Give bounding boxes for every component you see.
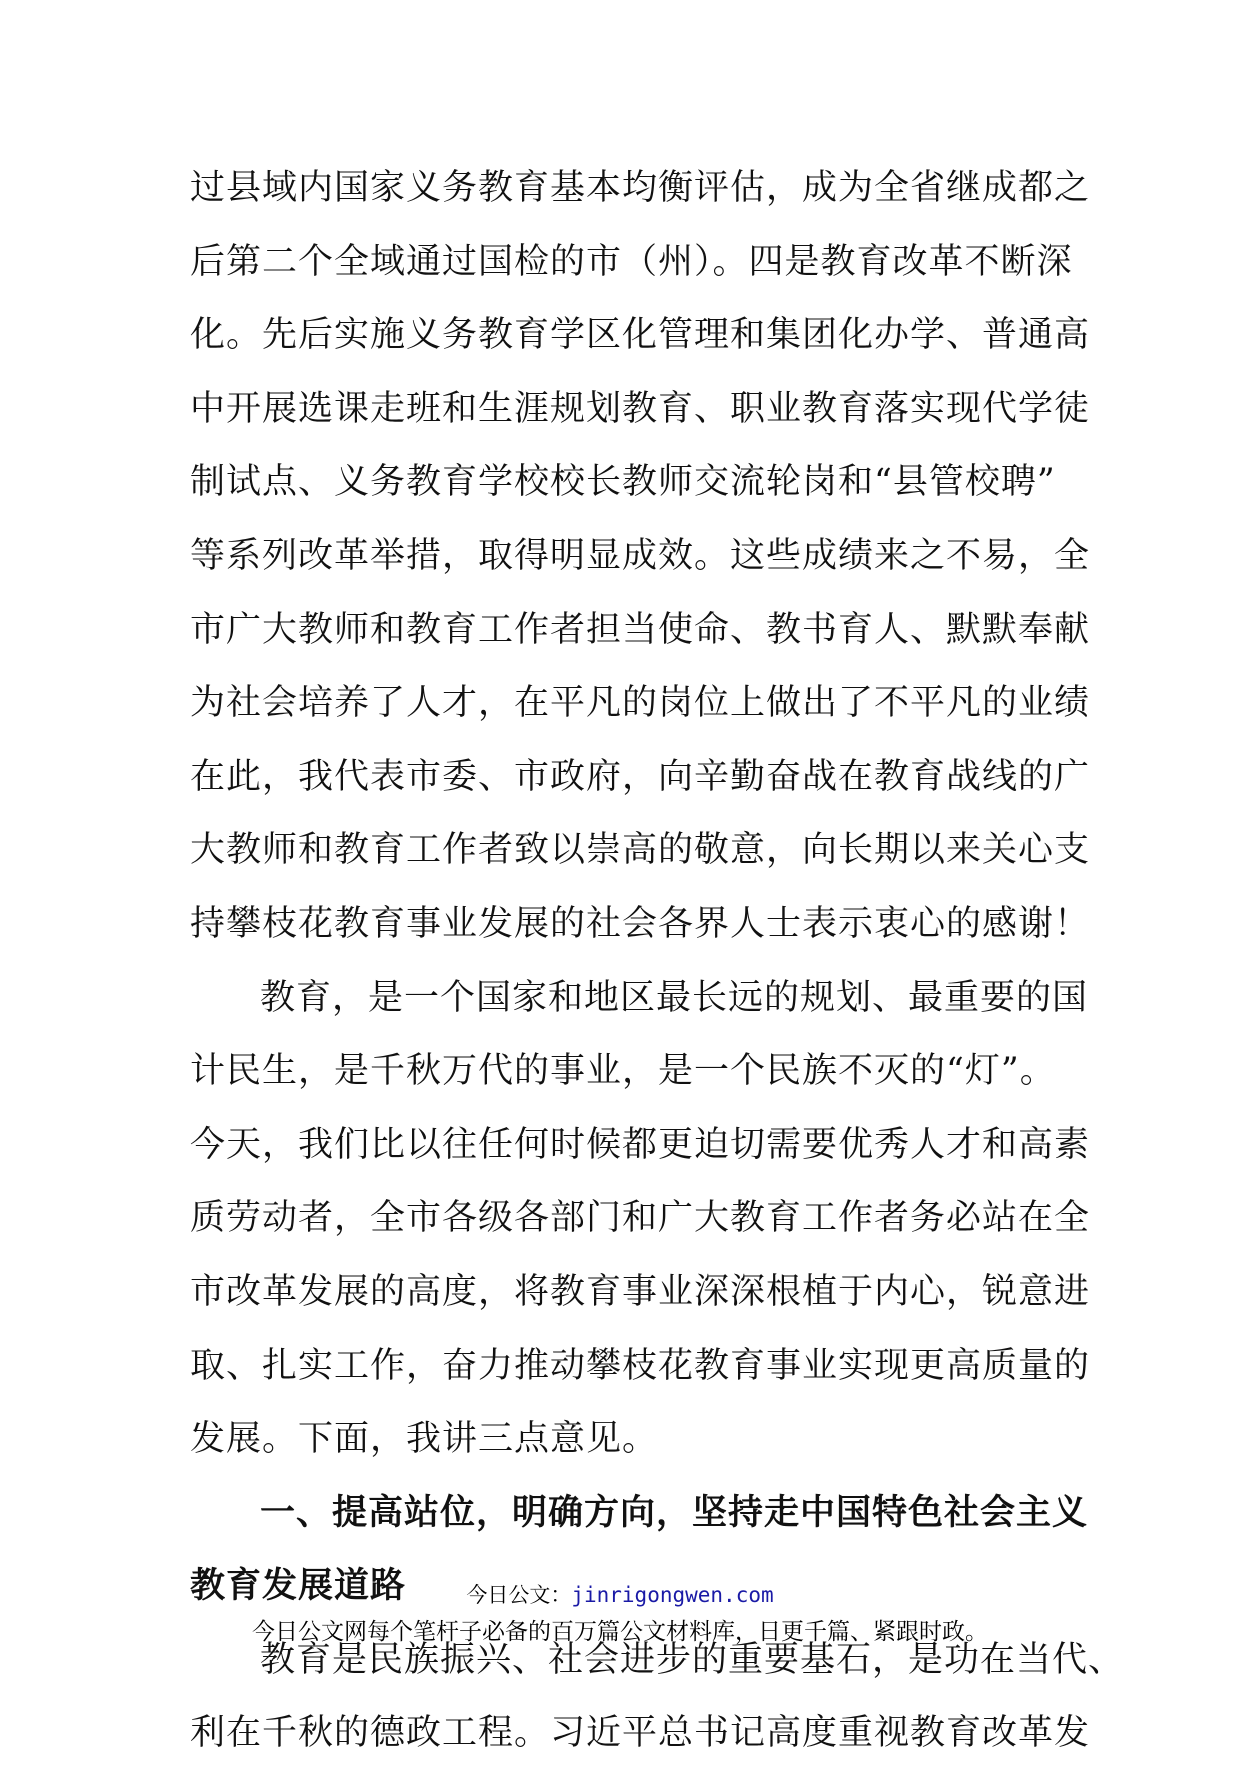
footer-site-label: 今日公文： bbox=[466, 1583, 572, 1607]
text-line: 取、扎实工作，奋力推动攀枝花教育事业实现更高质量的 bbox=[190, 1345, 1091, 1386]
text-line: 过县域内国家义务教育基本均衡评估，成为全省继成都之 bbox=[190, 168, 1091, 208]
text-line: 在此，我代表市委、市政府，向辛勤奋战在教育战线的广 bbox=[190, 756, 1091, 797]
footer-site-link[interactable]: jinrigongwen.com bbox=[571, 1583, 774, 1607]
text-line: 教育是民族振兴、社会进步的重要基石，是功在当代、 bbox=[260, 1639, 1125, 1680]
text-line: 等系列改革举措，取得明显成效。这些成绩来之不易，全 bbox=[190, 535, 1091, 576]
text-line: 中开展选课走班和生涯规划教育、职业教育落实现代学徒 bbox=[190, 388, 1091, 429]
text-line: 大教师和教育工作者致以崇高的敬意，向长期以来关心支 bbox=[190, 830, 1091, 871]
text-line: 制试点、义务教育学校校长教师交流轮岗和“县管校聘” bbox=[190, 462, 1056, 503]
text-line: 市广大教师和教育工作者担当使命、教书育人、默默奉献 bbox=[190, 609, 1091, 650]
text-line: 计民生，是千秋万代的事业，是一个民族不灭的“灯”。 bbox=[190, 1051, 1056, 1092]
text-line: 后第二个全域通过国检的市（州）。四是教育改革不断深 bbox=[190, 241, 1073, 282]
text-line: 持攀枝花教育事业发展的社会各界人士表示衷心的感谢！ bbox=[190, 903, 1091, 944]
footer-site-line bbox=[0, 1580, 1240, 1610]
text-line: 市改革发展的高度，将教育事业深深根植于内心，锐意进 bbox=[190, 1271, 1091, 1312]
text-line: 质劳动者，全市各级各部门和广大教育工作者务必站在全 bbox=[190, 1198, 1091, 1239]
section-heading: 一、提高站位，明确方向，坚持走中国特色社会主义 bbox=[260, 1492, 1089, 1533]
text-line: 今天，我们比以往任何时候都更迫切需要优秀人才和高素 bbox=[190, 1124, 1091, 1165]
footer-slogan: 今日公文网每个笔杆子必备的百万篇公文材料库，日更千篇、紧跟时政。 bbox=[252, 1619, 988, 1645]
text-line: 利在千秋的德政工程。习近平总书记高度重视教育改革发 bbox=[190, 1713, 1091, 1754]
text-line: 化。先后实施义务教育学区化管理和集团化办学、普通高 bbox=[190, 315, 1091, 356]
text-line: 发展。下面，我讲三点意见。 bbox=[190, 1419, 659, 1460]
text-line: 教育，是一个国家和地区最长远的规划、最重要的国 bbox=[260, 977, 1089, 1018]
text-line: 为社会培养了人才，在平凡的岗位上做出了不平凡的业绩 bbox=[190, 683, 1091, 724]
document-body bbox=[190, 152, 1125, 1771]
section-heading: 教育发展道路 bbox=[190, 1566, 407, 1607]
